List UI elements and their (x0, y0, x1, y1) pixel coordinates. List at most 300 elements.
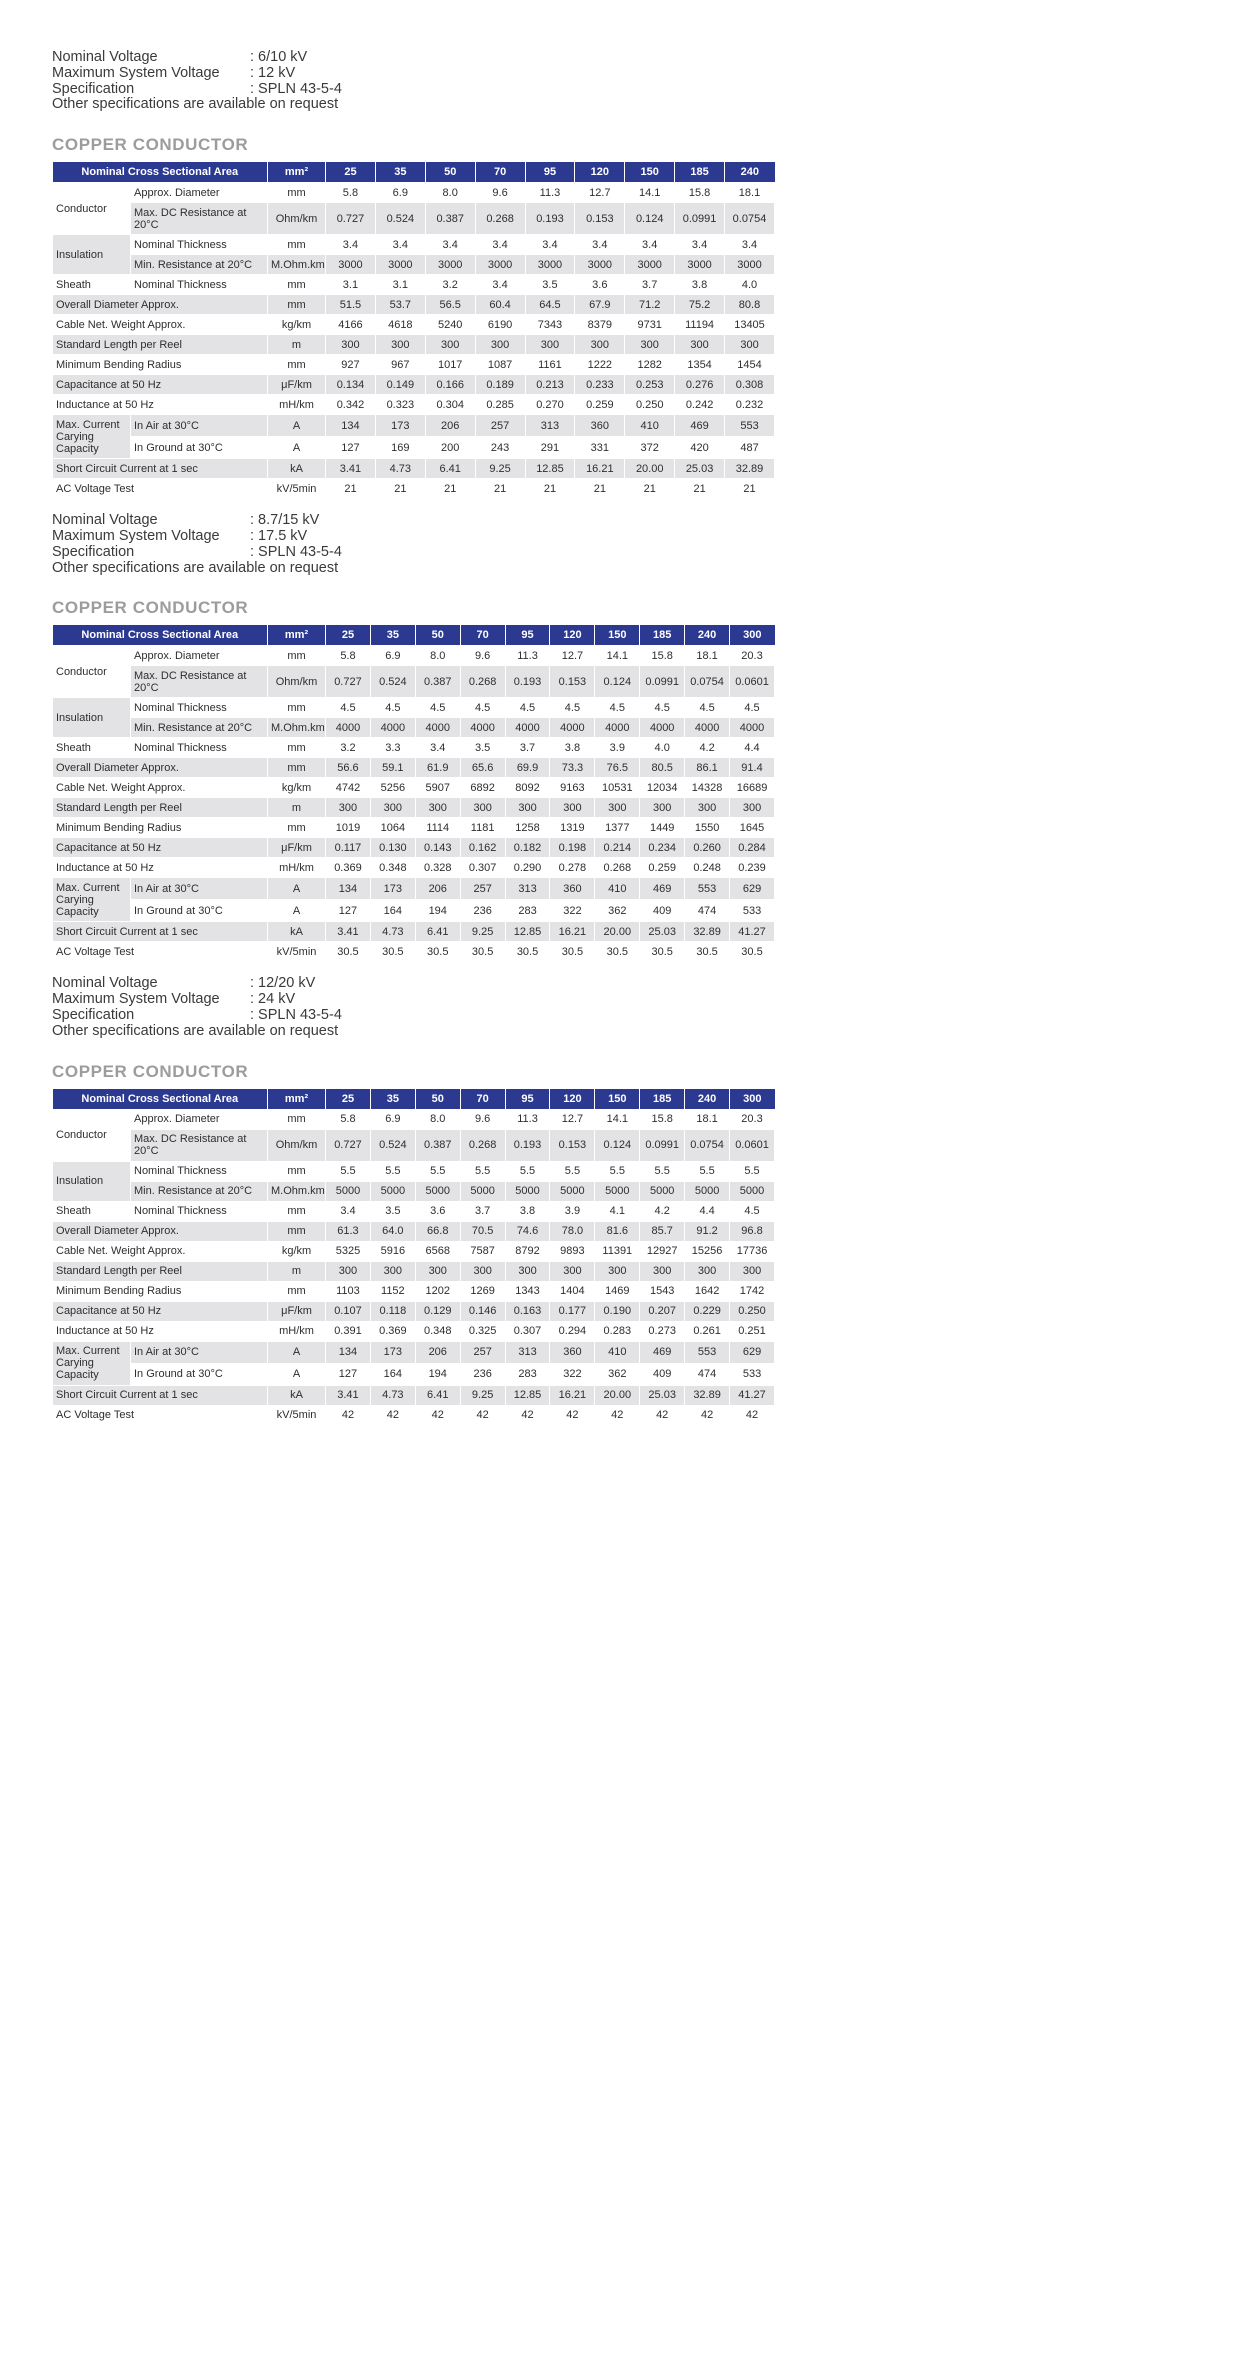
cell-value: 3000 (475, 255, 525, 275)
cell-value: 300 (550, 798, 595, 818)
cell-value: 4618 (375, 315, 425, 335)
cell-value: 362 (595, 1363, 640, 1385)
row-unit: A (268, 1363, 326, 1385)
cell-value: 0.387 (415, 1129, 460, 1161)
cell-value: 0.0754 (725, 203, 775, 235)
unit-header: mm² (268, 162, 326, 183)
cell-value: 16.21 (575, 459, 625, 479)
row-label: Inductance at 50 Hz (53, 1321, 268, 1341)
cell-value: 4.5 (505, 698, 550, 718)
cell-value: 1019 (326, 818, 371, 838)
info-value: : 24 kV (250, 991, 296, 1008)
cell-value: 553 (725, 415, 775, 437)
row-label: Cable Net. Weight Approx. (53, 315, 268, 335)
table-row (53, 942, 775, 962)
cell-value: 1449 (640, 818, 685, 838)
cell-value: 4000 (685, 718, 730, 738)
cell-value: 331 (575, 437, 625, 459)
cell-value: 3.4 (475, 275, 525, 295)
cell-value: 0.107 (326, 1301, 371, 1321)
cell-value: 11.3 (505, 646, 550, 666)
cell-value: 134 (326, 1341, 371, 1363)
size-header: 300 (730, 625, 775, 646)
row-label: In Ground at 30°C (131, 1363, 268, 1385)
cell-value: 300 (685, 798, 730, 818)
info-line (52, 50, 1190, 66)
cell-value: 9.25 (460, 1385, 505, 1405)
cell-value: 0.369 (326, 858, 371, 878)
row-unit: mm (268, 1161, 326, 1181)
cell-value: 206 (415, 1341, 460, 1363)
cell-value: 14.1 (595, 646, 640, 666)
row-group-label: Sheath (53, 275, 131, 295)
row-label: Inductance at 50 Hz (53, 395, 268, 415)
cell-value: 3.4 (326, 235, 376, 255)
info-value: : 6/10 kV (250, 49, 308, 65)
cell-value: 4.5 (415, 698, 460, 718)
cell-value: 60.4 (475, 295, 525, 315)
cell-value: 30.5 (370, 942, 415, 962)
info-block (52, 976, 1190, 1023)
cell-value: 61.3 (326, 1221, 371, 1241)
info-label: Nominal Voltage (52, 975, 158, 992)
cell-value: 64.0 (370, 1221, 415, 1241)
cell-value: 96.8 (730, 1221, 775, 1241)
row-label: Min. Resistance at 20°C (131, 1181, 268, 1201)
info-label: Nominal Voltage (52, 512, 158, 529)
cell-value: 300 (460, 798, 505, 818)
cell-value: 3.2 (425, 275, 475, 295)
cell-value: 4000 (326, 718, 371, 738)
cell-value: 12.7 (550, 1109, 595, 1129)
cell-value: 0.239 (730, 858, 775, 878)
cell-value: 5000 (685, 1181, 730, 1201)
cell-value: 12.7 (575, 183, 625, 203)
cell-value: 14328 (685, 778, 730, 798)
row-unit: A (268, 415, 326, 437)
cell-value: 3.8 (675, 275, 725, 295)
cell-value: 0.251 (730, 1321, 775, 1341)
table-row (53, 255, 775, 275)
cell-value: 30.5 (460, 942, 505, 962)
cell-value: 169 (375, 437, 425, 459)
row-label: Nominal Thickness (131, 698, 268, 718)
info-line (52, 992, 1190, 1008)
table-row (53, 778, 775, 798)
cell-value: 629 (730, 1341, 775, 1363)
table-row (53, 1385, 775, 1405)
cell-value: 0.348 (415, 1321, 460, 1341)
cell-value: 1064 (370, 818, 415, 838)
cell-value: 21 (375, 479, 425, 499)
cell-value: 80.5 (640, 758, 685, 778)
table-row (53, 1261, 775, 1281)
cell-value: 56.6 (326, 758, 371, 778)
table-row (53, 1109, 775, 1129)
section-heading: COPPER CONDUCTOR (52, 1061, 249, 1081)
row-label: Minimum Bending Radius (53, 818, 268, 838)
cell-value: 4.5 (685, 698, 730, 718)
cell-value: 0.163 (505, 1301, 550, 1321)
row-unit: kg/km (268, 1241, 326, 1261)
row-unit: M.Ohm.km (268, 1181, 326, 1201)
cell-value: 9731 (625, 315, 675, 335)
cell-value: 5.5 (460, 1161, 505, 1181)
row-group-label: Max. Current Carying Capacity (53, 1341, 131, 1385)
row-label: AC Voltage Test (53, 942, 268, 962)
cell-value: 6.41 (415, 922, 460, 942)
table-row (53, 275, 775, 295)
size-header: 120 (550, 1089, 595, 1110)
cell-value: 134 (326, 878, 371, 900)
cell-value: 300 (370, 798, 415, 818)
cell-value: 469 (640, 1341, 685, 1363)
cell-value: 3.8 (550, 738, 595, 758)
cell-value: 30.5 (326, 942, 371, 962)
cell-value: 5.8 (326, 1109, 371, 1129)
cell-value: 8379 (575, 315, 625, 335)
table-row (53, 922, 775, 942)
cell-value: 12.85 (505, 922, 550, 942)
info-value: : 8.7/15 kV (250, 512, 320, 529)
row-unit: m (268, 1261, 326, 1281)
cell-value: 164 (370, 900, 415, 922)
cell-value: 9163 (550, 778, 595, 798)
size-header: 150 (595, 625, 640, 646)
row-unit: mH/km (268, 858, 326, 878)
row-unit: mm (268, 698, 326, 718)
cell-value: 300 (730, 798, 775, 818)
cell-value: 300 (730, 1261, 775, 1281)
cell-value: 1269 (460, 1281, 505, 1301)
info-line (52, 66, 1190, 82)
cell-value: 410 (595, 878, 640, 900)
cell-value: 0.182 (505, 838, 550, 858)
row-group-label: Conductor (53, 183, 131, 235)
cell-value: 4.5 (595, 698, 640, 718)
cell-value: 20.00 (595, 1385, 640, 1405)
cell-value: 360 (550, 1341, 595, 1363)
cell-value: 6.41 (425, 459, 475, 479)
cell-value: 69.9 (505, 758, 550, 778)
row-label: Short Circuit Current at 1 sec (53, 459, 268, 479)
cell-value: 20.00 (625, 459, 675, 479)
cell-value: 11391 (595, 1241, 640, 1261)
cell-value: 1258 (505, 818, 550, 838)
cell-value: 0.177 (550, 1301, 595, 1321)
cell-value: 5000 (730, 1181, 775, 1201)
row-unit: mH/km (268, 395, 326, 415)
cell-value: 9.6 (460, 646, 505, 666)
cell-value: 360 (550, 878, 595, 900)
cell-value: 0.149 (375, 375, 425, 395)
cell-value: 13405 (725, 315, 775, 335)
cell-value: 1377 (595, 818, 640, 838)
table-row (53, 758, 775, 778)
cell-value: 0.284 (730, 838, 775, 858)
row-unit: kg/km (268, 778, 326, 798)
cell-value: 3000 (525, 255, 575, 275)
cell-value: 0.290 (505, 858, 550, 878)
cell-value: 0.276 (675, 375, 725, 395)
table-row (53, 479, 775, 499)
row-group-label: Conductor (53, 1109, 131, 1161)
cell-value: 3.3 (370, 738, 415, 758)
row-group-label: Insulation (53, 235, 131, 275)
cell-value: 20.3 (730, 646, 775, 666)
size-header: 120 (550, 625, 595, 646)
cell-value: 42 (595, 1405, 640, 1425)
cell-value: 0.193 (505, 666, 550, 698)
cell-value: 5256 (370, 778, 415, 798)
cell-value: 0.0991 (640, 1129, 685, 1161)
cell-value: 6892 (460, 778, 505, 798)
cell-value: 5000 (460, 1181, 505, 1201)
cell-value: 85.7 (640, 1221, 685, 1241)
cell-value: 4000 (730, 718, 775, 738)
row-label: Capacitance at 50 Hz (53, 1301, 268, 1321)
cell-value: 15.8 (640, 1109, 685, 1129)
cell-value: 322 (550, 900, 595, 922)
row-unit: kV/5min (268, 1405, 326, 1425)
cell-value: 553 (685, 878, 730, 900)
cell-value: 410 (625, 415, 675, 437)
table-row (53, 1341, 775, 1363)
cell-value: 74.6 (505, 1221, 550, 1241)
cell-value: 6190 (475, 315, 525, 335)
cell-value: 4.73 (375, 459, 425, 479)
row-unit: mH/km (268, 1321, 326, 1341)
cell-value: 32.89 (685, 1385, 730, 1405)
cell-value: 70.5 (460, 1221, 505, 1241)
cell-value: 16.21 (550, 1385, 595, 1405)
cell-value: 300 (575, 335, 625, 355)
row-label: Approx. Diameter (131, 183, 268, 203)
cell-value: 420 (675, 437, 725, 459)
cell-value: 5.5 (550, 1161, 595, 1181)
table-row (53, 738, 775, 758)
table-row (53, 437, 775, 459)
spec-table (52, 1089, 775, 1426)
cell-value: 42 (415, 1405, 460, 1425)
cell-value: 362 (595, 900, 640, 922)
cell-value: 0.162 (460, 838, 505, 858)
corner-header: Nominal Cross Sectional Area (53, 625, 268, 646)
size-header: 150 (625, 162, 675, 183)
cell-value: 64.5 (525, 295, 575, 315)
cell-value: 533 (730, 1363, 775, 1385)
cell-value: 30.5 (730, 942, 775, 962)
cell-value: 236 (460, 1363, 505, 1385)
info-value: : 12 kV (250, 64, 296, 81)
info-value: : 17.5 kV (250, 527, 308, 544)
row-unit: mm (268, 646, 326, 666)
size-header: 35 (370, 625, 415, 646)
cell-value: 4000 (460, 718, 505, 738)
table-row (53, 375, 775, 395)
cell-value: 4.5 (550, 698, 595, 718)
table-body (53, 183, 775, 499)
cell-value: 300 (326, 798, 371, 818)
cell-value: 16689 (730, 778, 775, 798)
cell-value: 4.5 (730, 698, 775, 718)
cell-value: 5.5 (370, 1161, 415, 1181)
table-row (53, 203, 775, 235)
cell-value: 4.0 (725, 275, 775, 295)
cell-value: 173 (375, 415, 425, 437)
row-label: Standard Length per Reel (53, 798, 268, 818)
row-label: Standard Length per Reel (53, 335, 268, 355)
cell-value: 3.8 (505, 1201, 550, 1221)
cell-value: 3.6 (575, 275, 625, 295)
cell-value: 0.193 (525, 203, 575, 235)
cell-value: 3000 (625, 255, 675, 275)
cell-value: 0.234 (640, 838, 685, 858)
cell-value: 4.2 (640, 1201, 685, 1221)
cell-value: 474 (685, 900, 730, 922)
cell-value: 0.524 (375, 203, 425, 235)
cell-value: 0.124 (595, 666, 640, 698)
table-row (53, 698, 775, 718)
other-specs-note: Other specifications are available on request (52, 96, 339, 113)
cell-value: 1343 (505, 1281, 550, 1301)
cell-value: 18.1 (685, 1109, 730, 1129)
size-header: 50 (415, 1089, 460, 1110)
size-header: 95 (505, 625, 550, 646)
cell-value: 30.5 (685, 942, 730, 962)
table-row (53, 415, 775, 437)
cell-value: 42 (460, 1405, 505, 1425)
cell-value: 11194 (675, 315, 725, 335)
spec-table (52, 625, 775, 962)
row-unit: M.Ohm.km (268, 718, 326, 738)
table-row (53, 315, 775, 335)
cell-value: 1181 (460, 818, 505, 838)
size-header: 50 (415, 625, 460, 646)
cell-value: 0.307 (505, 1321, 550, 1341)
info-label: Specification (52, 80, 135, 97)
spec-section (52, 50, 1190, 499)
row-unit: mm (268, 758, 326, 778)
cell-value: 0.0601 (730, 1129, 775, 1161)
table-body (53, 1109, 775, 1425)
cell-value: 8.0 (415, 646, 460, 666)
info-block (52, 513, 1190, 560)
cell-value: 5000 (640, 1181, 685, 1201)
row-unit: μF/km (268, 838, 326, 858)
row-label: Overall Diameter Approx. (53, 758, 268, 778)
cell-value: 1103 (326, 1281, 371, 1301)
cell-value: 21 (625, 479, 675, 499)
cell-value: 76.5 (595, 758, 640, 778)
cell-value: 0.325 (460, 1321, 505, 1341)
cell-value: 0.283 (595, 1321, 640, 1341)
cell-value: 0.261 (685, 1321, 730, 1341)
cell-value: 0.323 (375, 395, 425, 415)
cell-value: 300 (550, 1261, 595, 1281)
table-row (53, 798, 775, 818)
cell-value: 65.6 (460, 758, 505, 778)
cell-value: 236 (460, 900, 505, 922)
spec-section (52, 976, 1190, 1425)
cell-value: 1222 (575, 355, 625, 375)
cell-value: 30.5 (415, 942, 460, 962)
cell-value: 3.1 (326, 275, 376, 295)
cell-value: 300 (425, 335, 475, 355)
table-header-row (53, 1089, 775, 1110)
cell-value: 1645 (730, 818, 775, 838)
cell-value: 243 (475, 437, 525, 459)
info-line (52, 529, 1190, 545)
cell-value: 206 (415, 878, 460, 900)
cell-value: 127 (326, 437, 376, 459)
spec-section (52, 513, 1190, 962)
cell-value: 9893 (550, 1241, 595, 1261)
size-header: 70 (460, 625, 505, 646)
row-label: AC Voltage Test (53, 1405, 268, 1425)
cell-value: 0.268 (475, 203, 525, 235)
cell-value: 12.85 (505, 1385, 550, 1405)
row-label: Nominal Thickness (131, 275, 268, 295)
row-unit: Ohm/km (268, 203, 326, 235)
row-unit: kA (268, 922, 326, 942)
cell-value: 3.4 (525, 235, 575, 255)
cell-value: 0.248 (685, 858, 730, 878)
cell-value: 0.307 (460, 858, 505, 878)
other-specs-note: Other specifications are available on request (52, 559, 339, 576)
cell-value: 1282 (625, 355, 675, 375)
cell-value: 4.2 (685, 738, 730, 758)
row-label: Minimum Bending Radius (53, 355, 268, 375)
cell-value: 300 (595, 798, 640, 818)
cell-value: 21 (425, 479, 475, 499)
cell-value: 4000 (595, 718, 640, 738)
cell-value: 9.25 (475, 459, 525, 479)
table-row (53, 459, 775, 479)
cell-value: 3000 (575, 255, 625, 275)
row-unit: mm (268, 818, 326, 838)
table-row (53, 718, 775, 738)
cell-value: 3.4 (375, 235, 425, 255)
cell-value: 3.4 (425, 235, 475, 255)
cell-value: 0.250 (625, 395, 675, 415)
cell-value: 173 (370, 878, 415, 900)
cell-value: 553 (685, 1341, 730, 1363)
cell-value: 6568 (415, 1241, 460, 1261)
table-header-row (53, 625, 775, 646)
cell-value: 5916 (370, 1241, 415, 1261)
cell-value: 0.146 (460, 1301, 505, 1321)
row-unit: M.Ohm.km (268, 255, 326, 275)
table-header-row (53, 162, 775, 183)
row-unit: μF/km (268, 1301, 326, 1321)
cell-value: 0.259 (640, 858, 685, 878)
cell-value: 1742 (730, 1281, 775, 1301)
cell-value: 1087 (475, 355, 525, 375)
cell-value: 3000 (725, 255, 775, 275)
unit-header: mm² (268, 625, 326, 646)
cell-value: 410 (595, 1341, 640, 1363)
cell-value: 1469 (595, 1281, 640, 1301)
cell-value: 3000 (375, 255, 425, 275)
cell-value: 300 (505, 1261, 550, 1281)
row-unit: m (268, 335, 326, 355)
cell-value: 5.5 (505, 1161, 550, 1181)
cell-value: 0.213 (525, 375, 575, 395)
row-group-label: Sheath (53, 738, 131, 758)
table-row (53, 1405, 775, 1425)
section-heading: COPPER CONDUCTOR (52, 135, 249, 155)
